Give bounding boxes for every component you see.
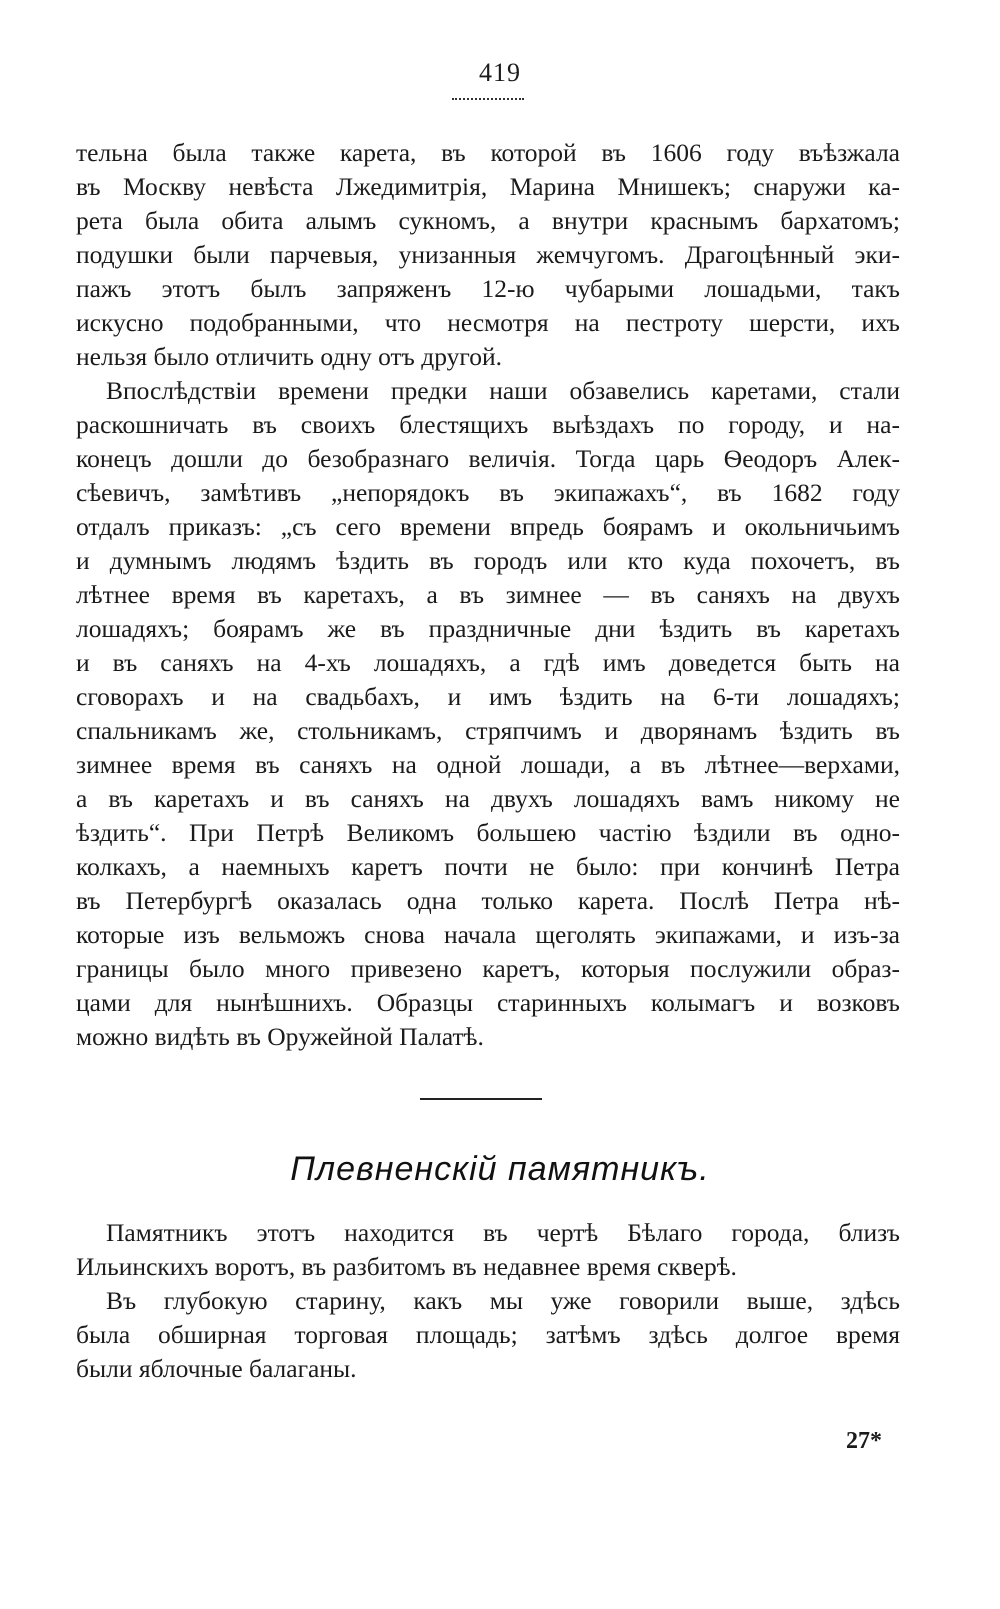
text-line: рета была обита алымъ сукномъ, а внутри краснымъ бархатомъ;: [76, 206, 900, 235]
text-line: Въ глубокую старину, какъ мы уже говорили выше, здѣсь: [106, 1286, 900, 1315]
text-line: и думнымъ людямъ ѣздить въ городъ или кто куда похочетъ, въ: [76, 546, 900, 575]
text-line: можно видѣть въ Оружейной Палатѣ.: [76, 1022, 484, 1051]
page-number-rule: [452, 98, 524, 100]
text-line: въ Петербургѣ оказалась одна только карета. Послѣ Петра нѣ-: [76, 886, 900, 915]
text-line: Памятникъ этотъ находится въ чертѣ Бѣлаго города, близъ: [106, 1218, 900, 1247]
text-line: раскошничать въ своихъ блестящихъ выѣздахъ по городу, и на-: [76, 410, 900, 439]
text-line: тельна была также карета, въ которой въ 1606 году въѣзжала: [76, 138, 900, 167]
text-line: были яблочные балаганы.: [76, 1354, 357, 1383]
text-line: Впослѣдствіи времени предки наши обзавелись каретами, стали: [106, 376, 900, 405]
text-line: и въ саняхъ на 4-хъ лошадяхъ, а гдѣ имъ доведется быть на: [76, 648, 900, 677]
text-line: ѣздить“. При Петрѣ Великомъ большею частію ѣздили въ одно-: [76, 818, 900, 847]
page-number: 419: [479, 58, 521, 87]
text-line: сѣевичъ, замѣтивъ „непорядокъ въ экипажахъ“, въ 1682 году: [76, 478, 900, 507]
text-line: сговорахъ и на свадьбахъ, и имъ ѣздить на 6-ти лошадяхъ;: [76, 682, 900, 711]
text-line: а въ каретахъ и въ саняхъ на двухъ лошадяхъ вамъ никому не: [76, 784, 900, 813]
text-line: была обширная торговая площадь; затѣмъ здѣсь долгое время: [76, 1320, 900, 1349]
text-line: границы было много привезено каретъ, которыя послужили образ-: [76, 954, 900, 983]
text-line: которые изъ вельможъ снова начала щеголять экипажами, и изъ-за: [76, 920, 900, 949]
body-text-carriages: [76, 136, 900, 1054]
text-line: цами для нынѣшнихъ. Образцы старинныхъ колымагъ и возковъ: [76, 988, 900, 1017]
text-line: Ильинскихъ воротъ, въ разбитомъ въ недавнее время скверѣ.: [76, 1252, 737, 1281]
text-line: зимнее время въ саняхъ на одной лошади, а въ лѣтнее—верхами,: [76, 750, 900, 779]
text-line: конецъ дошли до безобразнаго величія. Тогда царь Ѳеодоръ Алек-: [76, 444, 900, 473]
text-line: подушки были парчевыя, унизанныя жемчугомъ. Драгоцѣнный эки-: [76, 240, 900, 269]
printer-signature-mark: 27*: [846, 1428, 882, 1454]
text-line: лошадяхъ; боярамъ же въ праздничные дни ѣздить въ каретахъ: [76, 614, 900, 643]
text-line: въ Москву невѣста Лжедимитрія, Марина Мнишекъ; снаружи ка-: [76, 172, 900, 201]
text-line: спальникамъ же, стольникамъ, стряпчимъ и дворянамъ ѣздить въ: [76, 716, 900, 745]
section-title: Плевненскій памятникъ.: [290, 1150, 710, 1188]
text-line: отдалъ приказъ: „съ сего времени впредь боярамъ и окольничьимъ: [76, 512, 900, 541]
text-line: колкахъ, а наемныхъ каретъ почти не было: при кончинѣ Петра: [76, 852, 900, 881]
text-line: искусно подобранными, что несмотря на пестроту шерсти, ихъ: [76, 308, 900, 337]
text-line: пажъ этотъ былъ запряженъ 12-ю чубарыми лошадьми, такъ: [76, 274, 900, 303]
text-line: лѣтнее время въ каретахъ, а въ зимнее — въ саняхъ на двухъ: [76, 580, 900, 609]
body-text-monument: [76, 1216, 900, 1386]
section-separator: [420, 1098, 542, 1100]
text-line: нельзя было отличить одну отъ другой.: [76, 342, 502, 371]
